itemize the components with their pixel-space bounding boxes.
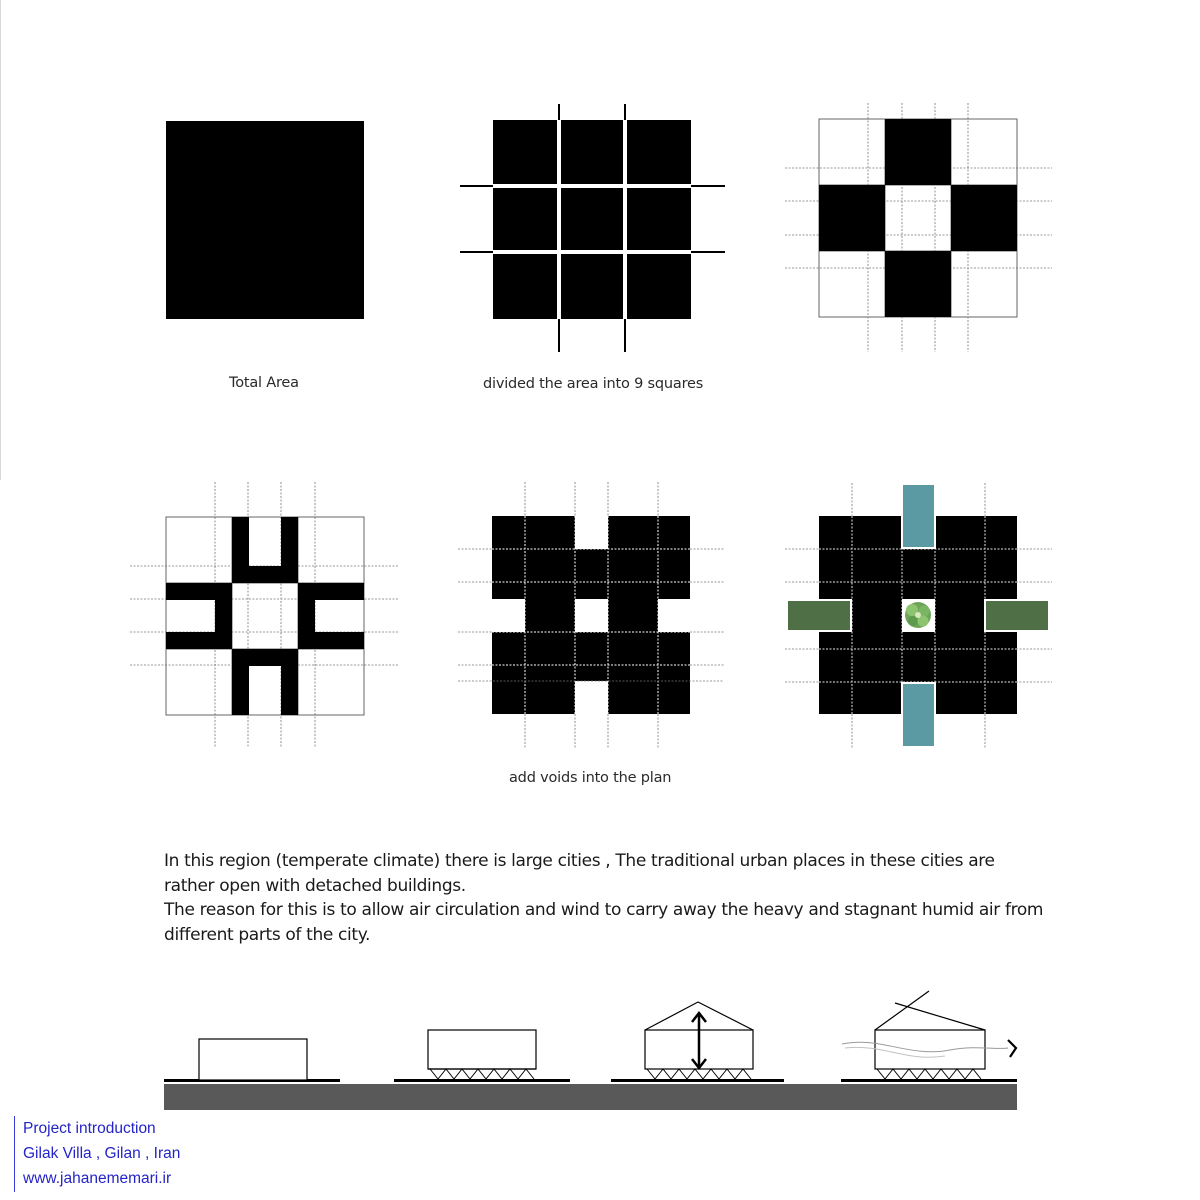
garden-strip-right [985,600,1049,631]
diagram-bracket-voids [130,482,398,748]
wind-arrow-icon [842,1040,1016,1057]
credit-block [14,1116,180,1192]
garden-strip-left [787,600,851,631]
diagram-final-plan [785,483,1052,749]
diagram-nine-squares [460,104,725,352]
credit-title: Project introduction [23,1120,156,1137]
caption-total-area: Total Area [229,375,299,391]
section-sequence [164,991,1017,1110]
description-line-2: The reason for this is to allow air circulation and wind to carry away the heavy and stagnant humid air from different parts of the city. [164,900,1044,945]
diagram-total-area [166,121,364,319]
double-arrow-icon [692,1013,706,1068]
description-paragraph [164,849,1044,947]
ground-slab [164,1084,1017,1110]
diagram-cross-squares [785,103,1052,352]
credit-project: Gilak Villa , Gilan , Iran [23,1145,181,1162]
credit-website[interactable]: www.jahanememari.ir [23,1170,172,1187]
water-channel-bottom [902,683,935,747]
caption-divided: divided the area into 9 squares [483,376,704,392]
diagram-voids-plan [458,482,724,748]
tree-icon [905,602,931,628]
caption-voids: add voids into the plan [509,770,672,786]
water-channel-top [902,484,935,548]
description-line-1: In this region (temperate climate) there is large cities , The traditional urban places in these cities are rather open with detached buildings. [164,851,995,896]
